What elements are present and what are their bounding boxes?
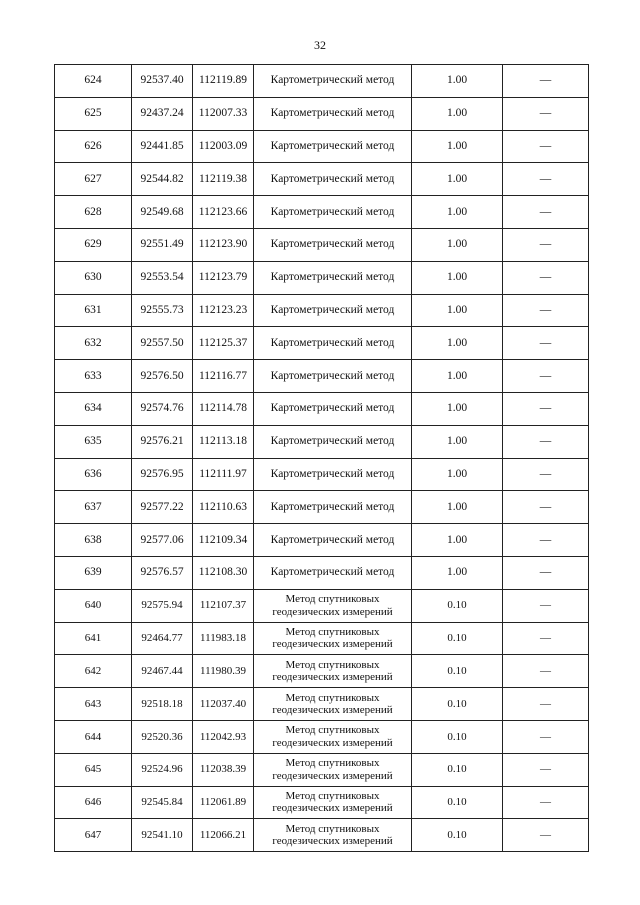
x-coordinate-cell: 92545.84	[132, 786, 193, 819]
x-coordinate-cell: 92555.73	[132, 294, 193, 327]
precision-cell: 1.00	[412, 491, 503, 524]
x-coordinate-cell: 92577.22	[132, 491, 193, 524]
precision-cell: 1.00	[412, 196, 503, 229]
page-number: 32	[314, 38, 326, 52]
point-number-cell: 641	[55, 622, 132, 655]
precision-cell: 1.00	[412, 130, 503, 163]
method-cell	[254, 228, 412, 261]
note-cell: —	[503, 458, 589, 491]
precision-cell: 0.10	[412, 589, 503, 622]
table-row	[55, 720, 589, 753]
method-cell	[254, 753, 412, 786]
method-line: Картометрический метод	[270, 107, 395, 120]
method-line: Метод спутниковых	[285, 724, 380, 737]
point-number-cell: 639	[55, 556, 132, 589]
table-row	[55, 524, 589, 557]
precision-cell: 0.10	[412, 720, 503, 753]
y-coordinate-cell: 112042.93	[193, 720, 254, 753]
method-cell	[254, 524, 412, 557]
table-row	[55, 261, 589, 294]
note-cell: —	[503, 228, 589, 261]
method-line: Метод спутниковых	[285, 593, 380, 606]
method-cell	[254, 622, 412, 655]
method-cell	[254, 819, 412, 852]
method-line: Картометрический метод	[270, 435, 395, 448]
precision-cell: 0.10	[412, 819, 503, 852]
note-cell: —	[503, 130, 589, 163]
point-number-cell: 643	[55, 688, 132, 721]
y-coordinate-cell: 112110.63	[193, 491, 254, 524]
method-cell	[254, 327, 412, 360]
precision-cell: 0.10	[412, 688, 503, 721]
point-number-cell: 631	[55, 294, 132, 327]
method-line: Картометрический метод	[270, 500, 395, 513]
note-cell: —	[503, 294, 589, 327]
precision-cell: 1.00	[412, 65, 503, 98]
note-cell: —	[503, 261, 589, 294]
method-cell	[254, 97, 412, 130]
method-cell	[254, 589, 412, 622]
note-cell: —	[503, 392, 589, 425]
y-coordinate-cell: 112037.40	[193, 688, 254, 721]
method-line: Картометрический метод	[270, 566, 395, 579]
method-cell	[254, 294, 412, 327]
precision-cell: 1.00	[412, 524, 503, 557]
point-number-cell: 624	[55, 65, 132, 98]
x-coordinate-cell: 92464.77	[132, 622, 193, 655]
y-coordinate-cell: 111980.39	[193, 655, 254, 688]
y-coordinate-cell: 112007.33	[193, 97, 254, 130]
note-cell: —	[503, 720, 589, 753]
method-line: геодезических измерений	[272, 769, 393, 782]
note-cell: —	[503, 425, 589, 458]
point-number-cell: 635	[55, 425, 132, 458]
point-number-cell: 633	[55, 360, 132, 393]
y-coordinate-cell: 112061.89	[193, 786, 254, 819]
table-row	[55, 655, 589, 688]
y-coordinate-cell: 112123.79	[193, 261, 254, 294]
precision-cell: 1.00	[412, 294, 503, 327]
method-line: Метод спутниковых	[285, 691, 380, 704]
x-coordinate-cell: 92557.50	[132, 327, 193, 360]
note-cell: —	[503, 360, 589, 393]
method-line: Картометрический метод	[270, 369, 395, 382]
method-line: геодезических измерений	[272, 638, 393, 651]
point-number-cell: 638	[55, 524, 132, 557]
method-line: Картометрический метод	[270, 172, 395, 185]
x-coordinate-cell: 92576.57	[132, 556, 193, 589]
point-number-cell: 647	[55, 819, 132, 852]
method-cell	[254, 425, 412, 458]
method-line: Картометрический метод	[270, 238, 395, 251]
table-row	[55, 163, 589, 196]
precision-cell: 1.00	[412, 97, 503, 130]
method-cell	[254, 655, 412, 688]
precision-cell: 1.00	[412, 425, 503, 458]
table-row	[55, 819, 589, 852]
y-coordinate-cell: 112003.09	[193, 130, 254, 163]
x-coordinate-cell: 92576.50	[132, 360, 193, 393]
y-coordinate-cell: 112123.66	[193, 196, 254, 229]
y-coordinate-cell: 112125.37	[193, 327, 254, 360]
note-cell: —	[503, 688, 589, 721]
x-coordinate-cell: 92544.82	[132, 163, 193, 196]
method-line: Картометрический метод	[270, 303, 395, 316]
method-cell	[254, 786, 412, 819]
precision-cell: 1.00	[412, 327, 503, 360]
y-coordinate-cell: 112123.90	[193, 228, 254, 261]
method-line: Картометрический метод	[270, 205, 395, 218]
table-body	[55, 65, 589, 852]
table-row	[55, 786, 589, 819]
x-coordinate-cell: 92541.10	[132, 819, 193, 852]
precision-cell: 0.10	[412, 622, 503, 655]
table-row	[55, 97, 589, 130]
point-number-cell: 626	[55, 130, 132, 163]
note-cell: —	[503, 65, 589, 98]
note-cell: —	[503, 622, 589, 655]
y-coordinate-cell: 112113.18	[193, 425, 254, 458]
method-cell	[254, 163, 412, 196]
note-cell: —	[503, 524, 589, 557]
y-coordinate-cell: 112038.39	[193, 753, 254, 786]
method-line: Картометрический метод	[270, 74, 395, 87]
table-row	[55, 228, 589, 261]
table-row	[55, 753, 589, 786]
y-coordinate-cell: 112116.77	[193, 360, 254, 393]
point-number-cell: 629	[55, 228, 132, 261]
point-number-cell: 636	[55, 458, 132, 491]
table-row	[55, 196, 589, 229]
x-coordinate-cell: 92553.54	[132, 261, 193, 294]
method-cell	[254, 196, 412, 229]
method-line: геодезических измерений	[272, 802, 393, 815]
precision-cell: 1.00	[412, 228, 503, 261]
note-cell: —	[503, 589, 589, 622]
y-coordinate-cell: 112108.30	[193, 556, 254, 589]
x-coordinate-cell: 92437.24	[132, 97, 193, 130]
method-cell	[254, 556, 412, 589]
point-number-cell: 646	[55, 786, 132, 819]
y-coordinate-cell: 112109.34	[193, 524, 254, 557]
table-row	[55, 622, 589, 655]
method-line: геодезических измерений	[272, 835, 393, 848]
method-line: Картометрический метод	[270, 271, 395, 284]
precision-cell: 1.00	[412, 261, 503, 294]
y-coordinate-cell: 111983.18	[193, 622, 254, 655]
coordinates-table	[54, 64, 589, 852]
x-coordinate-cell: 92520.36	[132, 720, 193, 753]
x-coordinate-cell: 92574.76	[132, 392, 193, 425]
method-line: Картометрический метод	[270, 336, 395, 349]
table-row	[55, 589, 589, 622]
method-cell	[254, 360, 412, 393]
point-number-cell: 630	[55, 261, 132, 294]
precision-cell: 1.00	[412, 458, 503, 491]
point-number-cell: 640	[55, 589, 132, 622]
x-coordinate-cell: 92575.94	[132, 589, 193, 622]
method-line: Картометрический метод	[270, 533, 395, 546]
x-coordinate-cell: 92576.95	[132, 458, 193, 491]
method-line: Метод спутниковых	[285, 625, 380, 638]
table-row	[55, 556, 589, 589]
method-line: Картометрический метод	[270, 139, 395, 152]
method-cell	[254, 491, 412, 524]
x-coordinate-cell: 92537.40	[132, 65, 193, 98]
x-coordinate-cell: 92549.68	[132, 196, 193, 229]
point-number-cell: 634	[55, 392, 132, 425]
method-line: Метод спутниковых	[285, 757, 380, 770]
method-cell	[254, 130, 412, 163]
y-coordinate-cell: 112119.89	[193, 65, 254, 98]
table-row	[55, 491, 589, 524]
note-cell: —	[503, 163, 589, 196]
table-row	[55, 392, 589, 425]
table-row	[55, 294, 589, 327]
precision-cell: 0.10	[412, 753, 503, 786]
method-line: Картометрический метод	[270, 467, 395, 480]
method-cell	[254, 688, 412, 721]
point-number-cell: 644	[55, 720, 132, 753]
y-coordinate-cell: 112066.21	[193, 819, 254, 852]
method-cell	[254, 458, 412, 491]
note-cell: —	[503, 491, 589, 524]
method-line: геодезических измерений	[272, 671, 393, 684]
table-row	[55, 360, 589, 393]
x-coordinate-cell: 92577.06	[132, 524, 193, 557]
y-coordinate-cell: 112119.38	[193, 163, 254, 196]
note-cell: —	[503, 97, 589, 130]
note-cell: —	[503, 196, 589, 229]
note-cell: —	[503, 655, 589, 688]
table-row	[55, 425, 589, 458]
method-line: Метод спутниковых	[285, 822, 380, 835]
precision-cell: 0.10	[412, 655, 503, 688]
y-coordinate-cell: 112114.78	[193, 392, 254, 425]
method-line: Картометрический метод	[270, 402, 395, 415]
table-row	[55, 65, 589, 98]
method-line: Метод спутниковых	[285, 789, 380, 802]
note-cell: —	[503, 786, 589, 819]
point-number-cell: 628	[55, 196, 132, 229]
method-cell	[254, 720, 412, 753]
y-coordinate-cell: 112107.37	[193, 589, 254, 622]
note-cell: —	[503, 819, 589, 852]
table-row	[55, 130, 589, 163]
precision-cell: 1.00	[412, 556, 503, 589]
precision-cell: 1.00	[412, 163, 503, 196]
point-number-cell: 645	[55, 753, 132, 786]
point-number-cell: 625	[55, 97, 132, 130]
note-cell: —	[503, 327, 589, 360]
method-cell	[254, 392, 412, 425]
x-coordinate-cell: 92441.85	[132, 130, 193, 163]
note-cell: —	[503, 556, 589, 589]
x-coordinate-cell: 92467.44	[132, 655, 193, 688]
point-number-cell: 627	[55, 163, 132, 196]
note-cell: —	[503, 753, 589, 786]
method-line: Метод спутниковых	[285, 658, 380, 671]
table-row	[55, 688, 589, 721]
method-cell	[254, 65, 412, 98]
table-row	[55, 327, 589, 360]
x-coordinate-cell: 92576.21	[132, 425, 193, 458]
y-coordinate-cell: 112111.97	[193, 458, 254, 491]
precision-cell: 0.10	[412, 786, 503, 819]
point-number-cell: 637	[55, 491, 132, 524]
x-coordinate-cell: 92518.18	[132, 688, 193, 721]
method-cell	[254, 261, 412, 294]
y-coordinate-cell: 112123.23	[193, 294, 254, 327]
precision-cell: 1.00	[412, 392, 503, 425]
method-line: геодезических измерений	[272, 704, 393, 717]
method-line: геодезических измерений	[272, 605, 393, 618]
point-number-cell: 642	[55, 655, 132, 688]
point-number-cell: 632	[55, 327, 132, 360]
table-row	[55, 458, 589, 491]
x-coordinate-cell: 92524.96	[132, 753, 193, 786]
precision-cell: 1.00	[412, 360, 503, 393]
x-coordinate-cell: 92551.49	[132, 228, 193, 261]
method-line: геодезических измерений	[272, 736, 393, 749]
